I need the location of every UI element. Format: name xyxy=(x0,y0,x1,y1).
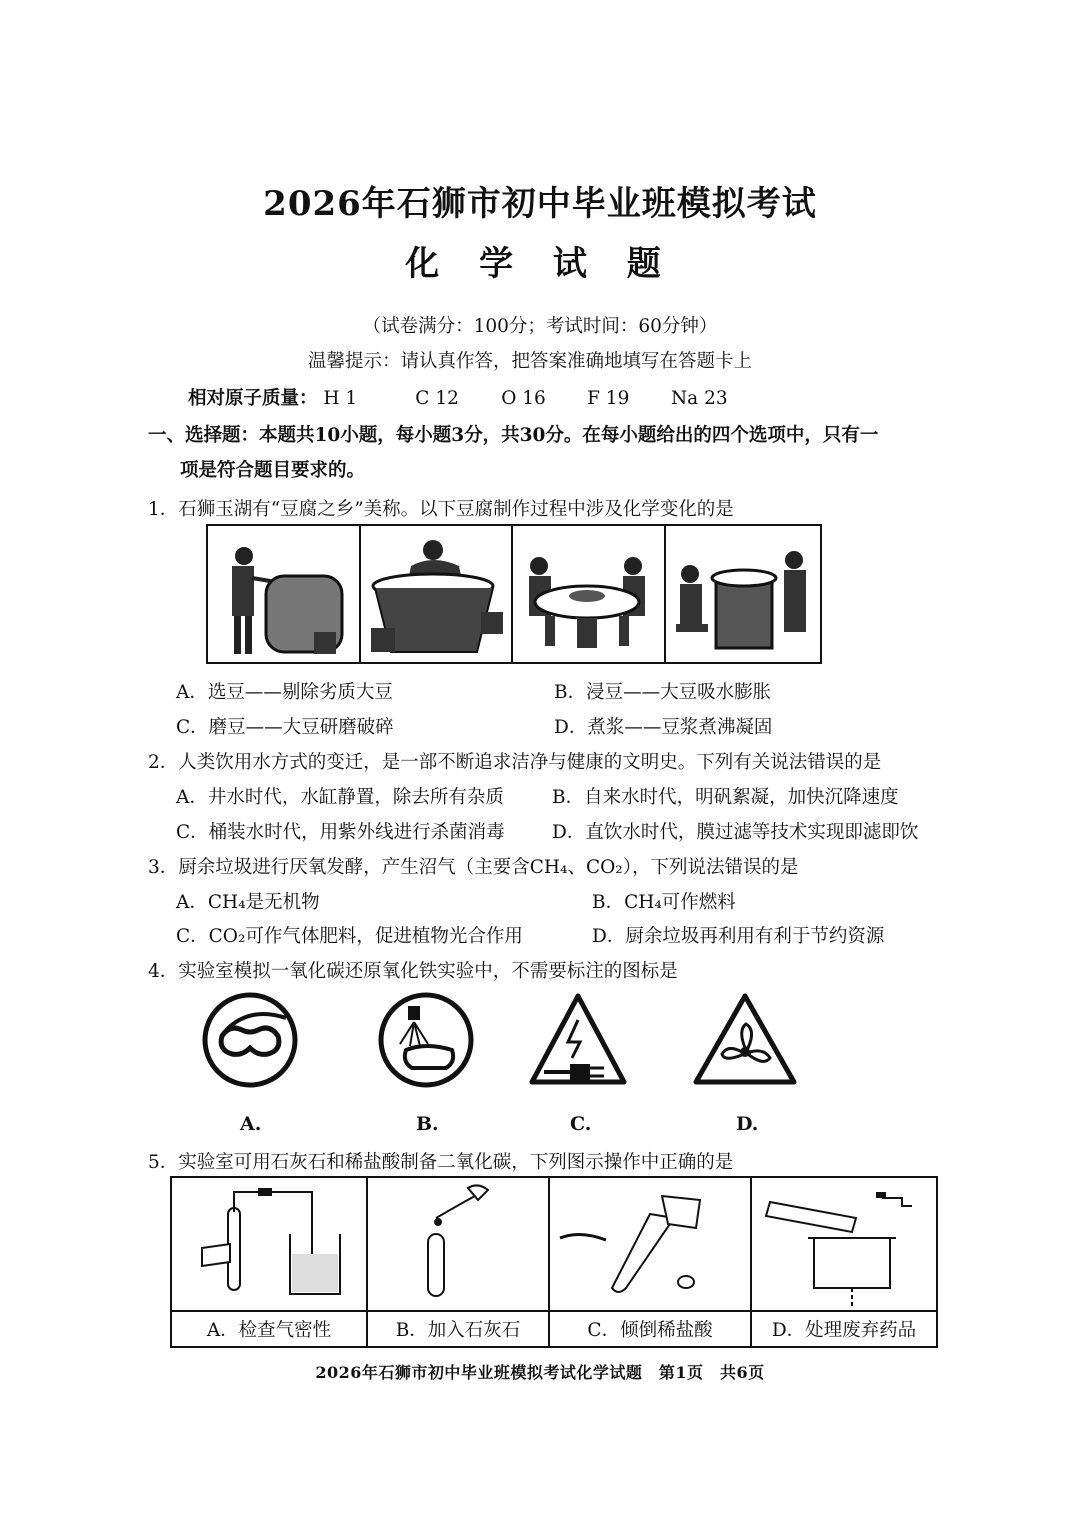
q2-option-b: B．自来水时代，明矾絮凝，加快沉降速度 xyxy=(552,787,899,808)
section1-heading-line1: 一、选择题：本题共10小题，每小题3分，共30分。在每小题给出的四个选项中，只有一 xyxy=(148,425,879,446)
q1-option-d: D．煮浆——豆浆煮沸凝固 xyxy=(554,717,773,738)
q4-stem: 4．实验室模拟一氧化碳还原氧化铁实验中，不需要标注的图标是 xyxy=(148,961,678,982)
atomic-mass-h: H 1 xyxy=(323,388,358,409)
q3-option-c: C．CO₂可作气体肥料，促进植物光合作用 xyxy=(176,926,523,947)
q1-panel-grind xyxy=(513,526,666,662)
q5-caption-a: A．检查气密性 xyxy=(172,1310,366,1346)
q5-panel-a xyxy=(172,1178,368,1346)
q1-panel-soak xyxy=(361,526,513,662)
q1-option-b: B．浸豆——大豆吸水膨胀 xyxy=(554,682,772,703)
q1-figure-strip xyxy=(206,524,822,664)
q3-option-b: B．CH₄可作燃料 xyxy=(592,892,736,913)
q5-caption-d: D．处理废弃药品 xyxy=(752,1310,936,1346)
ventilation-fan-icon xyxy=(690,990,800,1090)
q5-caption-b: B．加入石灰石 xyxy=(368,1310,548,1346)
q3-option-a: A．CH₄是无机物 xyxy=(176,892,320,913)
q3-stem: 3．厨余垃圾进行厌氧发酵，产生沼气（主要含CH₄、CO₂），下列说法错误的是 xyxy=(148,857,799,878)
q2-option-c: C．桶装水时代，用紫外线进行杀菌消毒 xyxy=(176,822,505,843)
q4-option-c: C. xyxy=(570,1113,592,1135)
atomic-mass-c: C 12 xyxy=(415,388,459,409)
q5-panel-c xyxy=(550,1178,752,1346)
q4-option-a: A. xyxy=(240,1113,262,1135)
q1-option-c: C．磨豆——大豆研磨破碎 xyxy=(176,717,394,738)
q5-panel-d xyxy=(752,1178,936,1346)
q5-stem: 5．实验室可用石灰石和稀盐酸制备二氧化碳，下列图示操作中正确的是 xyxy=(148,1152,734,1173)
atomic-mass-label: 相对原子质量： xyxy=(188,388,318,409)
section1-heading-line2: 项是符合题目要求的。 xyxy=(180,460,366,481)
q5-panel-b xyxy=(368,1178,550,1346)
q5-caption-c: C．倾倒稀盐酸 xyxy=(550,1310,750,1346)
q1-panel-select xyxy=(208,526,361,662)
q4-option-d: D. xyxy=(736,1113,759,1135)
notice: 温馨提示：请认真作答，把答案准确地填写在答题卡上 xyxy=(308,351,753,372)
q2-stem: 2．人类饮用水方式的变迁，是一部不断追求洁净与健康的文明史。下列有关说法错误的是 xyxy=(148,752,882,773)
atomic-mass-na: Na 23 xyxy=(670,388,728,409)
electric-hazard-icon xyxy=(528,990,628,1090)
page-footer: 2026年石狮市初中毕业班模拟考试化学试题 第1页 共6页 xyxy=(315,1363,765,1382)
q3-option-d: D．厨余垃圾再利用有利于节约资源 xyxy=(592,926,885,947)
q2-option-a: A．井水时代，水缸静置，除去所有杂质 xyxy=(176,787,504,808)
atomic-mass-f: F 19 xyxy=(587,388,630,409)
exam-info: （试卷满分：100分；考试时间：60分钟） xyxy=(362,316,718,337)
q1-stem: 1．石狮玉湖有“豆腐之乡”美称。以下豆腐制作过程中涉及化学变化的是 xyxy=(148,499,734,520)
q4-option-b: B. xyxy=(416,1113,439,1135)
atomic-mass-row xyxy=(188,384,728,410)
q2-option-d: D．直饮水时代，膜过滤等技术实现即滤即饮 xyxy=(552,822,919,843)
q1-panel-boil xyxy=(666,526,816,662)
atomic-mass-o: O 16 xyxy=(501,388,546,409)
q5-figure-table xyxy=(170,1176,938,1348)
subject-title: 化 学 试 题 xyxy=(405,244,675,284)
goggles-icon xyxy=(200,990,300,1090)
wash-hands-icon xyxy=(376,990,476,1090)
q1-option-a: A．选豆——剔除劣质大豆 xyxy=(176,682,393,703)
exam-title: 2026年石狮市初中毕业班模拟考试 xyxy=(263,184,817,224)
